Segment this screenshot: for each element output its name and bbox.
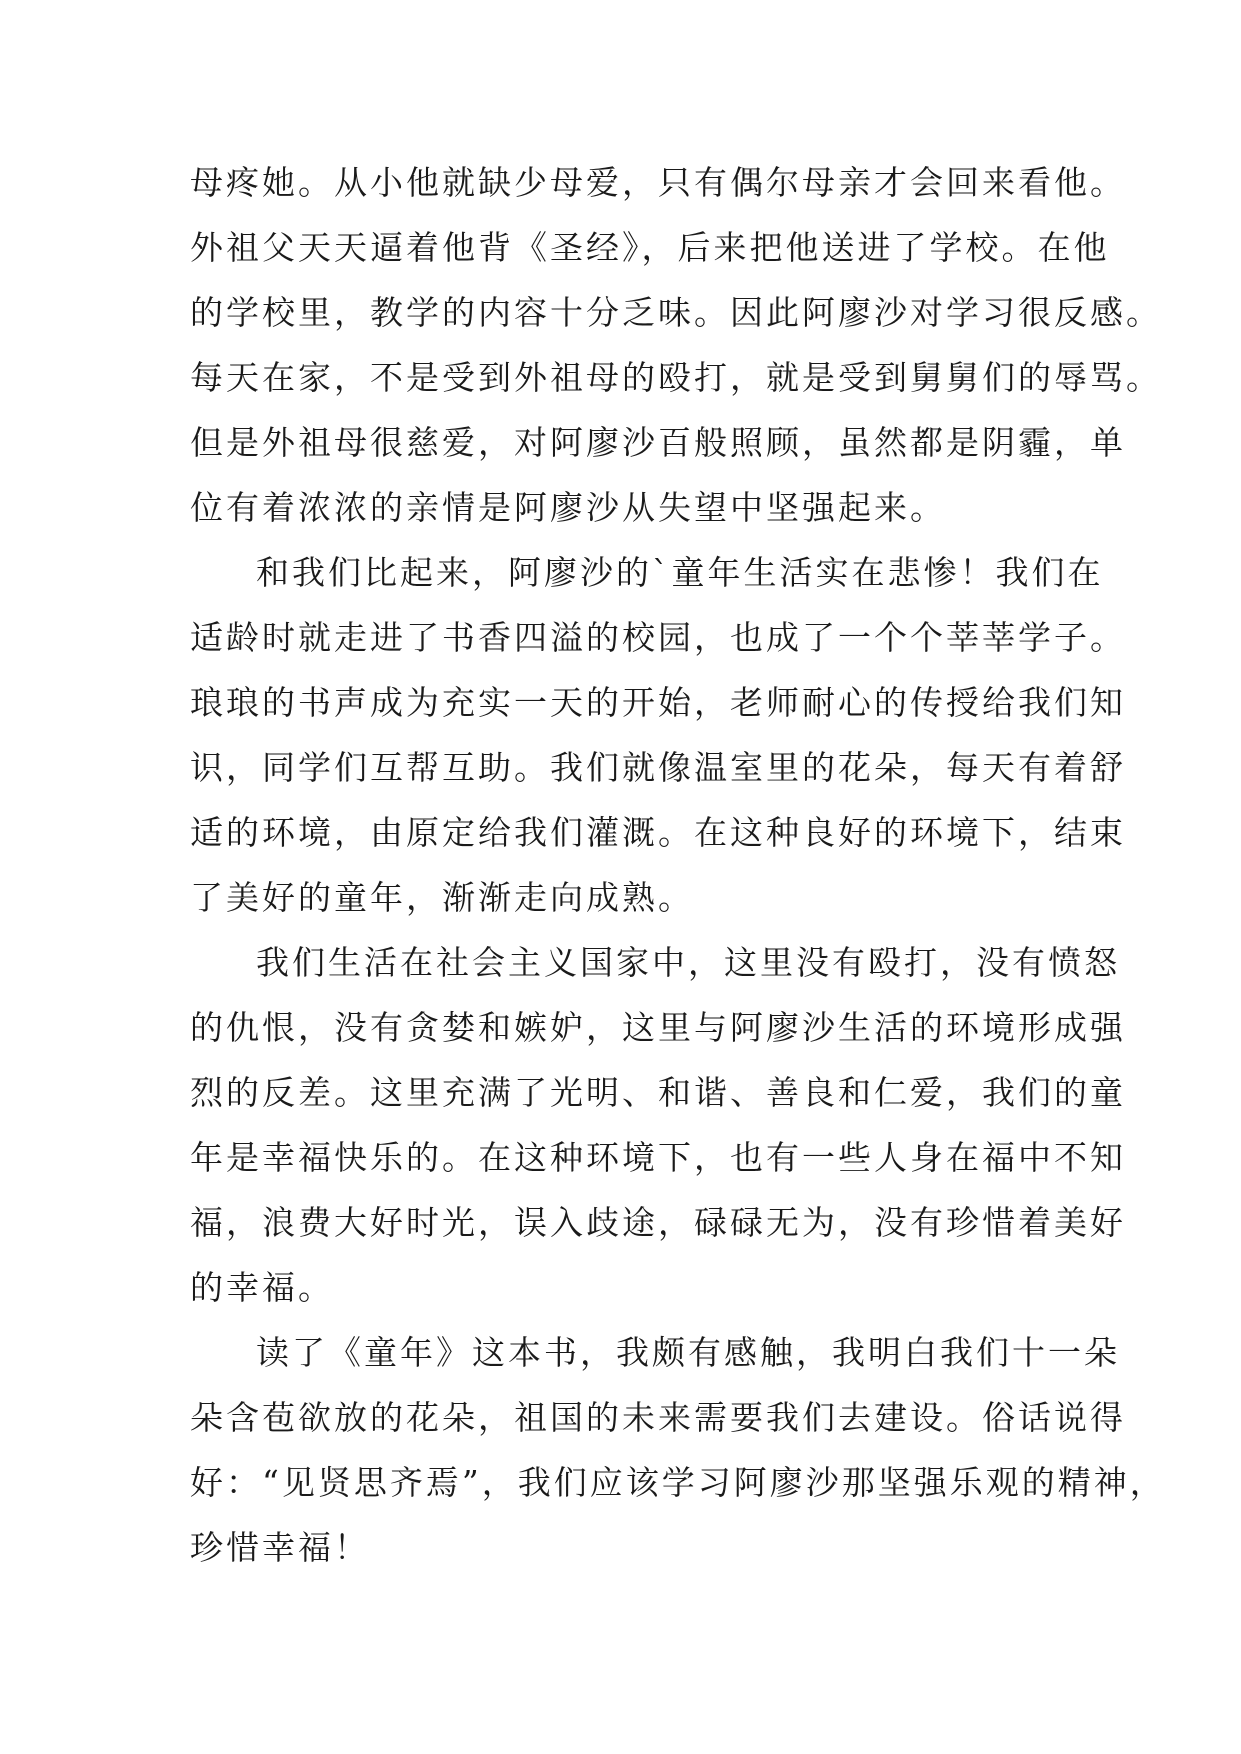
- text-line: 外祖父天天逼着他背《圣经》，后来把他送进了学校。在他: [190, 228, 1110, 267]
- text-line: 但是外祖母很慈爱，对阿廖沙百般照顾，虽然都是阴霾，单: [190, 423, 1126, 462]
- text-line: 适的环境，由原定给我们灌溉。在这种良好的环境下，结束: [190, 813, 1126, 852]
- paragraph-first-line: 我们生活在社会主义国家中，这里没有殴打，没有愤怒: [256, 943, 1120, 982]
- paragraph-first-line: 读了《童年》这本书，我颇有感触，我明白我们十一朵: [256, 1333, 1120, 1372]
- text-line: 每天在家，不是受到外祖母的殴打，就是受到舅舅们的辱骂。: [190, 358, 1162, 397]
- document-body: [190, 150, 1166, 1580]
- text-line: 的学校里，教学的内容十分乏味。因此阿廖沙对学习很反感。: [190, 293, 1162, 332]
- text-line: 好：“见贤思齐焉”，我们应该学习阿廖沙那坚强乐观的精神，: [190, 1463, 1166, 1502]
- text-line: 的幸福。: [190, 1268, 334, 1307]
- text-line: 母疼她。从小他就缺少母爱，只有偶尔母亲才会回来看他。: [190, 163, 1126, 202]
- text-line: 年是幸福快乐的。在这种环境下，也有一些人身在福中不知: [190, 1138, 1126, 1177]
- text-line: 珍惜幸福！: [190, 1528, 370, 1567]
- text-line: 位有着浓浓的亲情是阿廖沙从失望中坚强起来。: [190, 488, 946, 527]
- paragraph-first-line: 和我们比起来，阿廖沙的`童年生活实在悲惨！我们在: [256, 553, 1104, 592]
- text-line: 福，浪费大好时光，误入歧途，碌碌无为，没有珍惜着美好: [190, 1203, 1126, 1242]
- text-line: 琅琅的书声成为充实一天的开始，老师耐心的传授给我们知: [190, 683, 1126, 722]
- text-line: 朵含苞欲放的花朵，祖国的未来需要我们去建设。俗话说得: [190, 1398, 1126, 1437]
- text-line: 的仇恨，没有贪婪和嫉妒，这里与阿廖沙生活的环境形成强: [190, 1008, 1126, 1047]
- text-line: 烈的反差。这里充满了光明、和谐、善良和仁爱，我们的童: [190, 1073, 1126, 1112]
- text-line: 了美好的童年，渐渐走向成熟。: [190, 878, 694, 917]
- text-line: 识，同学们互帮互助。我们就像温室里的花朵，每天有着舒: [190, 748, 1126, 787]
- text-line: 适龄时就走进了书香四溢的校园，也成了一个个莘莘学子。: [190, 618, 1126, 657]
